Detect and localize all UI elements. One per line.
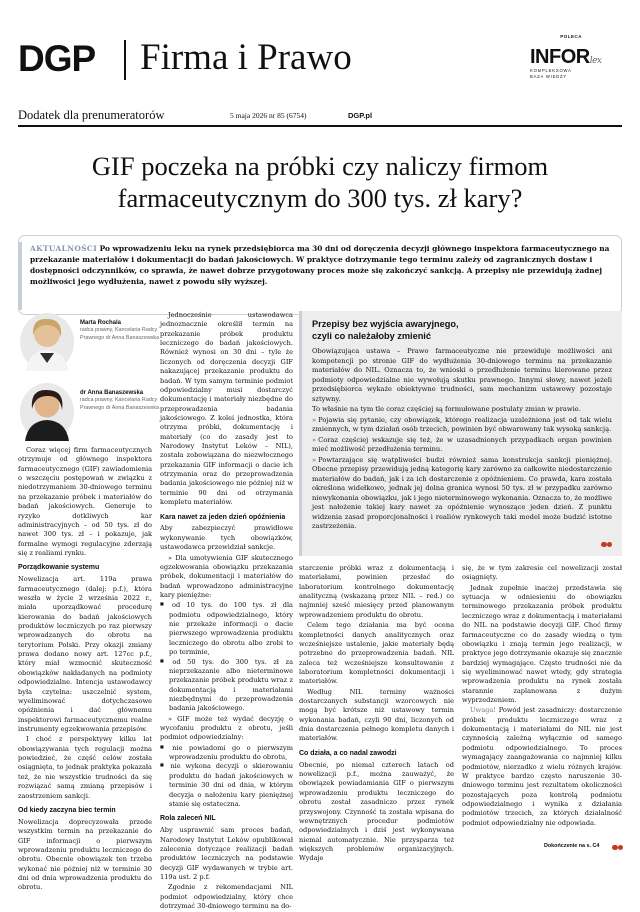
paragraph: » Powtarzające się wątpliwości budzi również sama konstrukcja sankcji pieniężnej. Obecne przepisy przewidują jedną kategorię kary zarówno za całkowite niedostarczenie materiałów do badań, jak i za ich dostarczenie z opóźnieniem. Co prawda, kara została określona widełkowo, jednak jej dolna granica wynosi 50 tys. zł w przypadku zarówno niewykonania obowiązku, jak i jego nieterminowego wykonania. Oznacza to, że możliwe jest nałożenie takiej kary nawet za opóźnienie wynoszące jeden dzień. Z punktu widzenia zasad proporcjonalności i realiów rynkowych taki model może budzić istotne zastrzeżenia. [312, 455, 612, 531]
end-mark-icon [612, 835, 623, 842]
authors [18, 311, 168, 451]
paragraph: Jednak zupełnie inaczej przedstawia się sytuacja w odniesieniu do obowiązku terminowego przekazania próbek produktu leczniczego wraz z dokumentacją i materiałami do NIL na podstawie decyzji GIF. Choć firmy farmaceutyczne co do zasady wiedzą o tym obowiązku i znają termin jego realizacji, w praktyce jego dotrzymanie okazuje się znacznie bardziej wymagające. Często trudności nie da się wyeliminować nawet wtedy, gdy strategia wprowadzenia produktu na rynek została starannie zaplanowana z dużym wyprzedzeniem. [462, 583, 622, 705]
paragraph: Zgodnie z rekomendacjami NIL podmiot odpowiedzialny, który chce dotrzymać 30-dniowego terminu na do- [160, 883, 293, 911]
subheading: Kara nawet za jeden dzień opóźnienia [160, 513, 286, 521]
column-4 [462, 564, 622, 829]
avatar [20, 313, 74, 371]
list-item: ■ nie powiadomi go o pierwszym wprowadzeniu produktu do obrotu, [160, 744, 293, 763]
paragraph: Aby zabezpieczyć prawidłowe wykonywanie tych obowiązków, ustawodawca przewidział sankcje. [160, 524, 293, 552]
site-link[interactable]: DGP.pl [348, 111, 373, 120]
paragraph: » Pojawia się pytanie, czy obowiązek, którego realizacja uzależniona jest od tak wielu zmiennych, w tym działań osób trzecich, powinien być obwarowany tak wysoką sankcją. [312, 415, 612, 434]
paragraph: To właśnie na tym tle coraz częściej są formułowane postulaty zmian w prawie. [312, 405, 581, 414]
publisher-logo: INFORlex [530, 46, 602, 68]
supplement-label: Dodatek dla prenumeratorów [18, 108, 165, 122]
paragraph: Uwaga! Powód jest zasadniczy: dostarczenie próbek produktu leczniczego wraz z dokumentacją i materiałami do NIL nie jest czynnością zależną wyłącznie od samego podmiotu odpowiedzialnego. To proces wymagający zaangażowania co najmniej kilku podmiotów, nierzadko z wielu różnych krajów. W praktyce bardzo często naruszenie 30-dniowego terminu jest rezultatem okoliczności pozostających poza kontrolą podmiotu odpowiedzialnego i wynika z działania podmiotów trzecich, za których działalność podmiot odpowiedzialny nie odpowiada. [462, 706, 622, 827]
column-3 [299, 564, 454, 865]
chevron-right-icon: » [312, 415, 317, 424]
paragraph: Obecnie, po niemal czterech latach od nowelizacji p.f., można zauważyć, że obowiązek powiadamiania GIF o pierwszym wprowadzeniu produktu leczniczego do obrotu został zasadniczo przez rynek przyswojony. Czynność ta została wpisana do wewnętrznych procedur podmiotów odpowiedzialnych i dziś jest wykonywana niemal automatycznie. Nie przysparza też większych problemów organizacyjnych. Wydaje [299, 760, 454, 863]
paragraph: » Dla umotywienia GIF skutecznego egzekwowania obowiązku przekazania próbek, dokumentacji i materiałów do badań wprowadzono administracyjne kary pieniężne: [160, 553, 293, 599]
lead-accent [18, 242, 22, 310]
paragraph: Obowiązująca ustawa – Prawo farmaceutyczne nie przewiduje możliwości ani kompetencji po stronie GIF do wydłużenia 30-dniowego terminu na przekazanie materiałów do NIL. Oznacza to, że wnioski o przedłużenie terminu kierowane przez podmioty odpowiedzialne nie wywołują skutku prawnego. Innymi słowy, nawet jeżeli przedsiębiorca wykaże obiektywne trudności, sam mechanizm ustawowy pozostaje sztywny. [312, 347, 612, 403]
penalty-list [160, 601, 293, 713]
chevron-right-icon: » [312, 455, 317, 464]
masthead [18, 34, 622, 94]
paragraph: Jednocześnie ustawodawca jednoznacznie określił termin na przekazanie próbek produktu leczniczego do badań jakościowych. Również wynosi on 30 dni – tyle że liczonych od doręczenia decyzji GIF nakazującej przekazanie produktu do badań. W tym samym terminie podmiot odpowiedzialny musi dostarczyć dokumentację i materiały niezbędne do przeprowadzenia badania jakościowego. Z kolei jednostka, która otrzyma próbki, dokumentację i materiały (co do zasady jest to Narodowy Instytut Leków – NIL), została zobowiązana do niezwłocznego przekazania GIF informacji o dacie ich otrzymania oraz do przeprowadzenia badania jakościowego nie później niż w terminie 90 dni od otrzymania kompletu materiałów. [160, 311, 293, 507]
subheading: Od kiedy zaczyna biec termin [18, 806, 116, 814]
masthead-rule [18, 125, 622, 127]
paragraph: Celem tego działania ma być ocena kompletności danych analitycznych oraz wcześniejsze ustalenie, jakie materiały będą potrzebne do przeprowadzenia badań. NIL zaleca też wcześniejsze konsultowanie z laboratorium kompletności dokumentacji i materiałów. [299, 621, 454, 686]
withdrawal-list [160, 744, 293, 810]
list-item: ■ od 10 tys. do 100 tys. zł dla podmiotu odpowiedzialnego, który nie przekaże informacji o dacie pierwszego wprowadzenia produktu leczniczego do obrotu albo zrobi to po terminie, [160, 601, 293, 657]
avatar [20, 383, 74, 441]
publisher-label: POLECA [560, 34, 582, 39]
author-name: Marta Rochala [80, 320, 122, 326]
paragraph: » GIF może też wydać decyzję o wycofaniu produktu z obrotu, jeśli podmiot odpowiedzialny: [160, 714, 293, 742]
column-2 [160, 311, 293, 912]
sidebar-box [299, 311, 622, 556]
list-item: ■ nie wykona decyzji o skierowaniu produktu do badań jakościowych w terminie 30 dni od dnia, w którym decyzja o nałożeniu kary pieniężnej stanie się ostateczna. [160, 762, 293, 809]
author-name: dr Anna Banaszewska [80, 390, 144, 396]
publisher-tagline: KOMPLEKSOWA BAZA WIEDZY [530, 68, 572, 79]
author-role: radca prawny, Kancelaria Radcy Prawnego dr Anna Banaszewska [80, 327, 160, 341]
lead-text: Po wprowadzeniu leku na rynek przedsiębiorca ma 30 dni od doręczenia decyzji głównego inspektora farmaceutycznego na przekazanie materiałów i dokumentacji do badań jakościowych. W praktyce dotrzymanie tego terminu zależy od zagranicznych dostaw i dostępności odczynników, co sprawia, że nawet dobrze przygotowany proces może się zakończyć sankcją. A przepisy nie przewidują żadnej możliwości jego wydłużenia, nawet z powodu siły wyższej. [30, 244, 610, 287]
paragraph: Aby usprawnić sam proces badań, Narodowy Instytut Leków opublikował zalecenia dotyczące realizacji badań produktów leczniczych na podstawie decyzji GIF wydawanych w trybie art. 119a ust. 2 p.f. [160, 826, 293, 881]
lead-label: AKTUALNOŚCI [30, 244, 98, 253]
subheading: Rola zaleceń NIL [160, 815, 216, 823]
chevron-right-icon: » [312, 435, 317, 444]
paragraph: Coraz więcej firm farmaceutycznych otrzymuje od głównego inspektora farmaceutycznego (GIF) zawiadomienia o wszczęciu postępowań w związku z niedotrzymaniem 30-dniowego terminu na przekazanie próbek i materiałów do badań jakościowych. Generuje to ryzyko dotkliwych kar administracyjnych – od 50 tys. zł do nawet 300 tys. zł – i pokazuje, jak formalne wymogi regulacyjne zderzają się z realiami rynku. [18, 446, 152, 557]
box-title: Przepisy bez wyjścia awaryjnego, czyli co należałoby zmienić [312, 319, 459, 341]
author-card [18, 311, 168, 377]
paragraph: Nowelizacja doprecyzowała przede wszystkim termin na przekazanie do GIF informacji o pierwszym wprowadzeniu produktu leczniczego do obrotu. Obecnie obowiązek ten trzeba wykonać nie później niż w terminie 30 dni od dnia wprowadzenia produktu do obrotu. [18, 817, 152, 892]
paragraph: starczenie próbki wraz z dokumentacją i materiałami, powinien przesłać do laboratorium kontrolnego dokumentację analityczną (wskazaną przez NIL – red.) co najmniej sześć miesięcy przed planowanym wprowadzeniem produktu do obrotu. [299, 564, 454, 619]
paragraph: I choć z perspektywy kilku lat obowiązywania tych regulacji można powiedzieć, że część celów została osiągnięta, to jednak praktyka pokazała też, że nie wszystkie trudności da się rozwiązać samą zmianą przepisów i zaostrzeniem sankcji. [18, 735, 152, 800]
paragraph: Nowelizacja art. 119a prawa farmaceutycznego (dalej: p.f.), która weszła w życie 2 września 2022 r., miała uporządkować procedurę kierowania do badań jakościowych produktów leczniczych po raz pierwszy wprowadzanych do obrotu na terytorium Polski. Przy okazji zmiany prawa dodano nowy art. 127cc p.f., który miał wzmocnić skuteczność obowiązków nakładanych na podmioty odpowiedzialne. Intencja ustawodawcy była czytelna: uszczelnić system, wyeliminować dotychczasowe opóźnienia i dać głównemu inspektorowi farmaceutycznemu realne instrumenty egzekwowania przepisów. [18, 575, 152, 733]
brand-divider [124, 40, 126, 80]
paragraph: się, że w tym zakresie cel nowelizacji został osiągnięty. [462, 564, 622, 582]
article-headline: GIF poczeka na próbki czy naliczy firmom farmaceutycznym do 300 tys. zł kary? [91, 151, 549, 214]
issue-date: 5 maja 2026 nr 85 (6754) [230, 111, 307, 120]
issue-meta [18, 108, 622, 124]
brand-logo: DGP [18, 38, 96, 79]
section-title: Firma i Prawo [140, 37, 352, 78]
article-lead [18, 235, 622, 315]
end-mark-icon [601, 541, 612, 548]
author-card [18, 381, 168, 447]
paragraph: Według NIL terminy ważności dostarczanych substancji wzorcowych nie mogą być krótsze niż ustawowy termin wykonania badań, czyli 90 dni, liczonych od dnia dostarczenia pełnego kompletu danych i materiałów. [299, 687, 454, 743]
list-item: ■ od 50 tys. do 300 tys. zł za nieprzekazanie albo nieterminowe przekazanie próbek produktu wraz z dokumentacją i materiałami niezbędnymi do przeprowadzenia badania jakościowego. [160, 658, 293, 714]
publisher-promo [512, 34, 622, 94]
subheading: Porządkowanie systemu [18, 564, 100, 572]
note-label: Uwaga! [470, 706, 496, 715]
column-1 [18, 446, 152, 894]
subheading: Co działa, a co nadal zawodzi [299, 749, 397, 757]
author-role: radca prawny, Kancelaria Radcy Prawnego dr Anna Banaszewska [80, 397, 160, 411]
paragraph: » Coraz częściej wskazuje się też, że w uzasadnionych przypadkach organ powinien mieć możliwość przedłużenia terminu. [312, 435, 612, 454]
continued-note: Dokończenie na s. C4 [544, 843, 600, 849]
